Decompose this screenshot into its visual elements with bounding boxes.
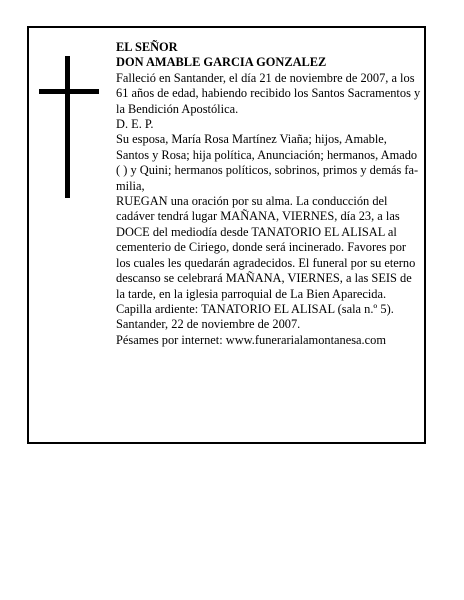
notice-title-line-1: EL SEÑOR <box>116 40 178 54</box>
condolences-website: Pésames por internet: www.funerarialamontanesa.com <box>116 332 386 347</box>
dep-abbreviation: D. E. P. <box>116 117 154 132</box>
place-and-date: Santander, 22 de noviembre de 2007. <box>116 317 301 332</box>
death-statement: Falleció en Santander, el día 21 de noviembre de 2007, a los 61 años de edad, habiendo recibido los Santos Sacramentos y la Bendición Apostólica. <box>116 70 421 116</box>
cross-icon <box>39 56 99 198</box>
deceased-name: DON AMABLE GARCIA GONZALEZ <box>116 55 327 70</box>
ceremony-details: RUEGAN una oración por su alma. La conducción del cadáver tendrá lugar MAÑANA, VIERNES, día 23, a las DOCE del mediodía desde TANATORIO EL ALISAL al cementerio de Ciriego, donde será incinerado. Favores por los cuales les quedarán agradecidos. El funeral por su eterno descanso se celebrará MAÑANA, VIERNES, a las SEIS de la tarde, en la iglesia parroquial de La Bien Aparecida. Capilla ardiente: TANATORIO EL ALISAL (sala n.º 5). <box>116 194 416 316</box>
cross-horizontal-bar <box>39 89 99 94</box>
obituary-notice <box>27 26 426 444</box>
family-list: Su esposa, María Rosa Martínez Viaña; hijos, Amable, Santos y Rosa; hija política, Anunciación; hermanos, Amado ( ) y Quini; hermanos políticos, sobrinos, primos y demás fa-milia, <box>116 132 419 193</box>
cross-vertical-bar <box>65 56 70 198</box>
notice-text <box>116 40 422 348</box>
